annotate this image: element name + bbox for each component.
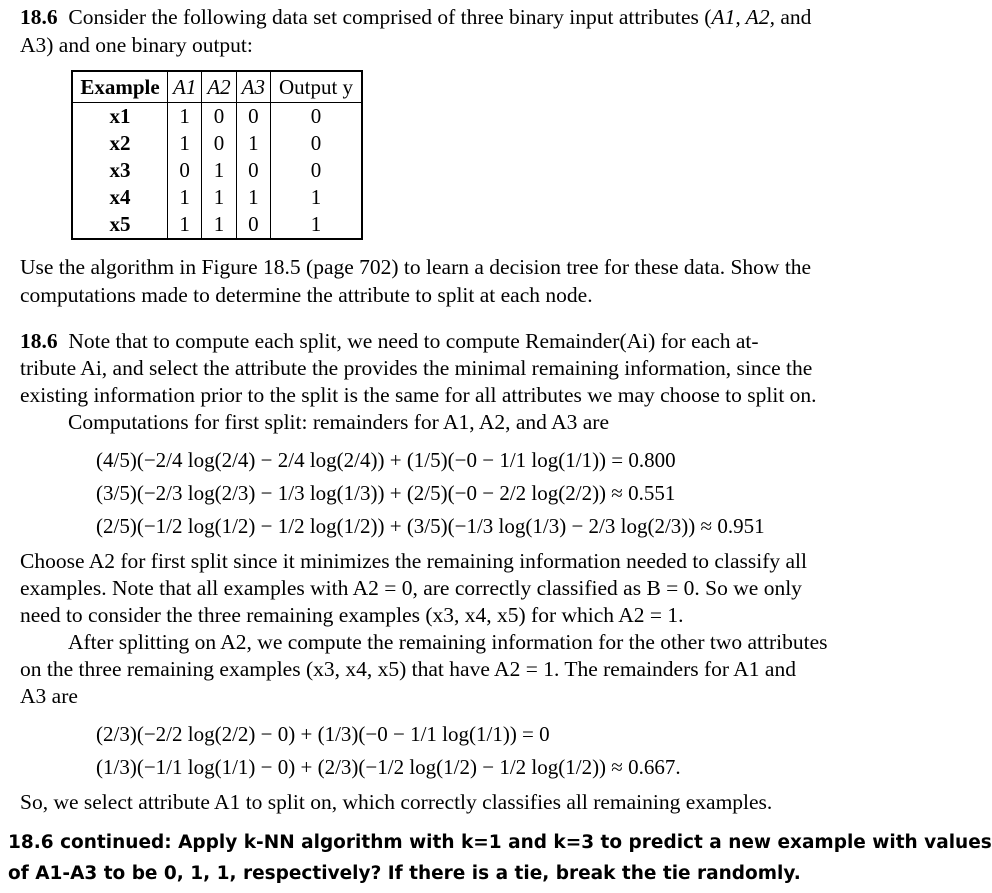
cell-a1: 1 (168, 130, 202, 157)
split-line-3: A3 are (20, 684, 78, 708)
choose-line-1: Choose A2 for first split since it minimizes the remaining information needed to classify all (20, 549, 807, 573)
cell-a1: 0 (168, 157, 202, 184)
cell-output: 1 (270, 184, 362, 211)
table-row (72, 184, 362, 211)
cell-example: x4 (109, 185, 131, 209)
cell-a2: 0 (202, 130, 236, 157)
cell-a3: 0 (236, 211, 270, 239)
data-table (71, 70, 363, 240)
equation-remainder-a2: (3/5)(−2/3 log(2/3) − 1/3 log(1/3)) + (2/5)(−0 − 2/2 log(2/2)) ≈ 0.551 (96, 481, 676, 505)
table-row (72, 157, 362, 184)
cell-a3: 0 (236, 103, 270, 131)
split-line-2: on the three remaining examples (x3, x4, x5) that have A2 = 1. The remainders for A1 and (20, 657, 796, 681)
header-output: Output y (270, 71, 362, 103)
instruction-line-2: computations made to determine the attribute to split at each node. (20, 283, 593, 307)
question-attrs: A1, A2, (711, 5, 775, 29)
cell-example: x2 (109, 131, 131, 155)
split-line-1: After splitting on A2, we compute the remaining information for the other two attributes (68, 630, 828, 654)
cell-example: x3 (109, 158, 131, 182)
cell-a3: 1 (236, 184, 270, 211)
conclusion-line: So, we select attribute A1 to split on, which correctly classifies all remaining examples. (20, 790, 773, 814)
cell-a2: 1 (202, 157, 236, 184)
equation-second-a3: (1/3)(−1/1 log(1/1) − 0) + (2/3)(−1/2 log(1/2) − 1/2 log(1/2)) ≈ 0.667. (96, 755, 681, 779)
header-example: Example (72, 71, 168, 103)
answer-text-1: Note that to compute each split, we need to compute Remainder(Ai) for each at- (68, 329, 759, 353)
header-a1: A1 (168, 71, 202, 103)
choose-line-3: need to consider the three remaining examples (x3, x4, x5) for which A2 = 1. (20, 603, 684, 627)
question-line-2: A3) and one binary output: (20, 33, 253, 57)
equation-remainder-a3: (2/5)(−1/2 log(1/2) − 1/2 log(1/2)) + (3/5)(−1/3 log(1/3) − 2/3 log(2/3)) ≈ 0.951 (96, 514, 765, 538)
cell-a2: 1 (202, 211, 236, 239)
question-text-1-end: and (774, 5, 812, 29)
answer-line-2: tribute Ai, and select the attribute the provides the minimal remaining information, since the (20, 356, 813, 380)
equation-remainder-a1: (4/5)(−2/4 log(2/4) − 2/4 log(2/4)) + (1/5)(−0 − 1/1 log(1/1)) = 0.800 (96, 448, 676, 472)
answer-line-1 (20, 328, 759, 355)
followup-line-2: of A1-A3 to be 0, 1, 1, respectively? If there is a tie, break the tie randomly. (8, 863, 801, 884)
question-number: 18.6 (20, 5, 58, 29)
table-row (72, 211, 362, 239)
equation-second-a1: (2/3)(−2/2 log(2/2) − 0) + (1/3)(−0 − 1/1 log(1/1)) = 0 (96, 722, 550, 746)
followup-line-1: 18.6 continued: Apply k-NN algorithm with k=1 and k=3 to predict a new example with values (8, 832, 992, 853)
cell-example: x5 (109, 212, 131, 236)
cell-output: 0 (270, 130, 362, 157)
cell-example: x1 (109, 104, 131, 128)
table-header-row (72, 71, 362, 103)
instruction-line-1: Use the algorithm in Figure 18.5 (page 702) to learn a decision tree for these data. Show the (20, 255, 812, 279)
question-line-1 (20, 4, 811, 31)
cell-output: 0 (270, 103, 362, 131)
cell-a3: 0 (236, 157, 270, 184)
answer-number: 18.6 (20, 329, 58, 353)
cell-a2: 1 (202, 184, 236, 211)
question-text-1: Consider the following data set comprised of three binary input attributes ( (68, 5, 712, 29)
cell-a1: 1 (168, 103, 202, 131)
cell-output: 0 (270, 157, 362, 184)
header-a2: A2 (202, 71, 236, 103)
answer-line-3: existing information prior to the split is the same for all attributes we may choose to split on. (20, 383, 817, 407)
table-row (72, 130, 362, 157)
cell-a2: 0 (202, 103, 236, 131)
table-row (72, 103, 362, 131)
choose-line-2: examples. Note that all examples with A2 = 0, are correctly classified as B = 0. So we only (20, 576, 802, 600)
cell-output: 1 (270, 211, 362, 239)
cell-a1: 1 (168, 184, 202, 211)
answer-line-4: Computations for first split: remainders for A1, A2, and A3 are (68, 410, 609, 434)
header-a3: A3 (236, 71, 270, 103)
cell-a3: 1 (236, 130, 270, 157)
cell-a1: 1 (168, 211, 202, 239)
